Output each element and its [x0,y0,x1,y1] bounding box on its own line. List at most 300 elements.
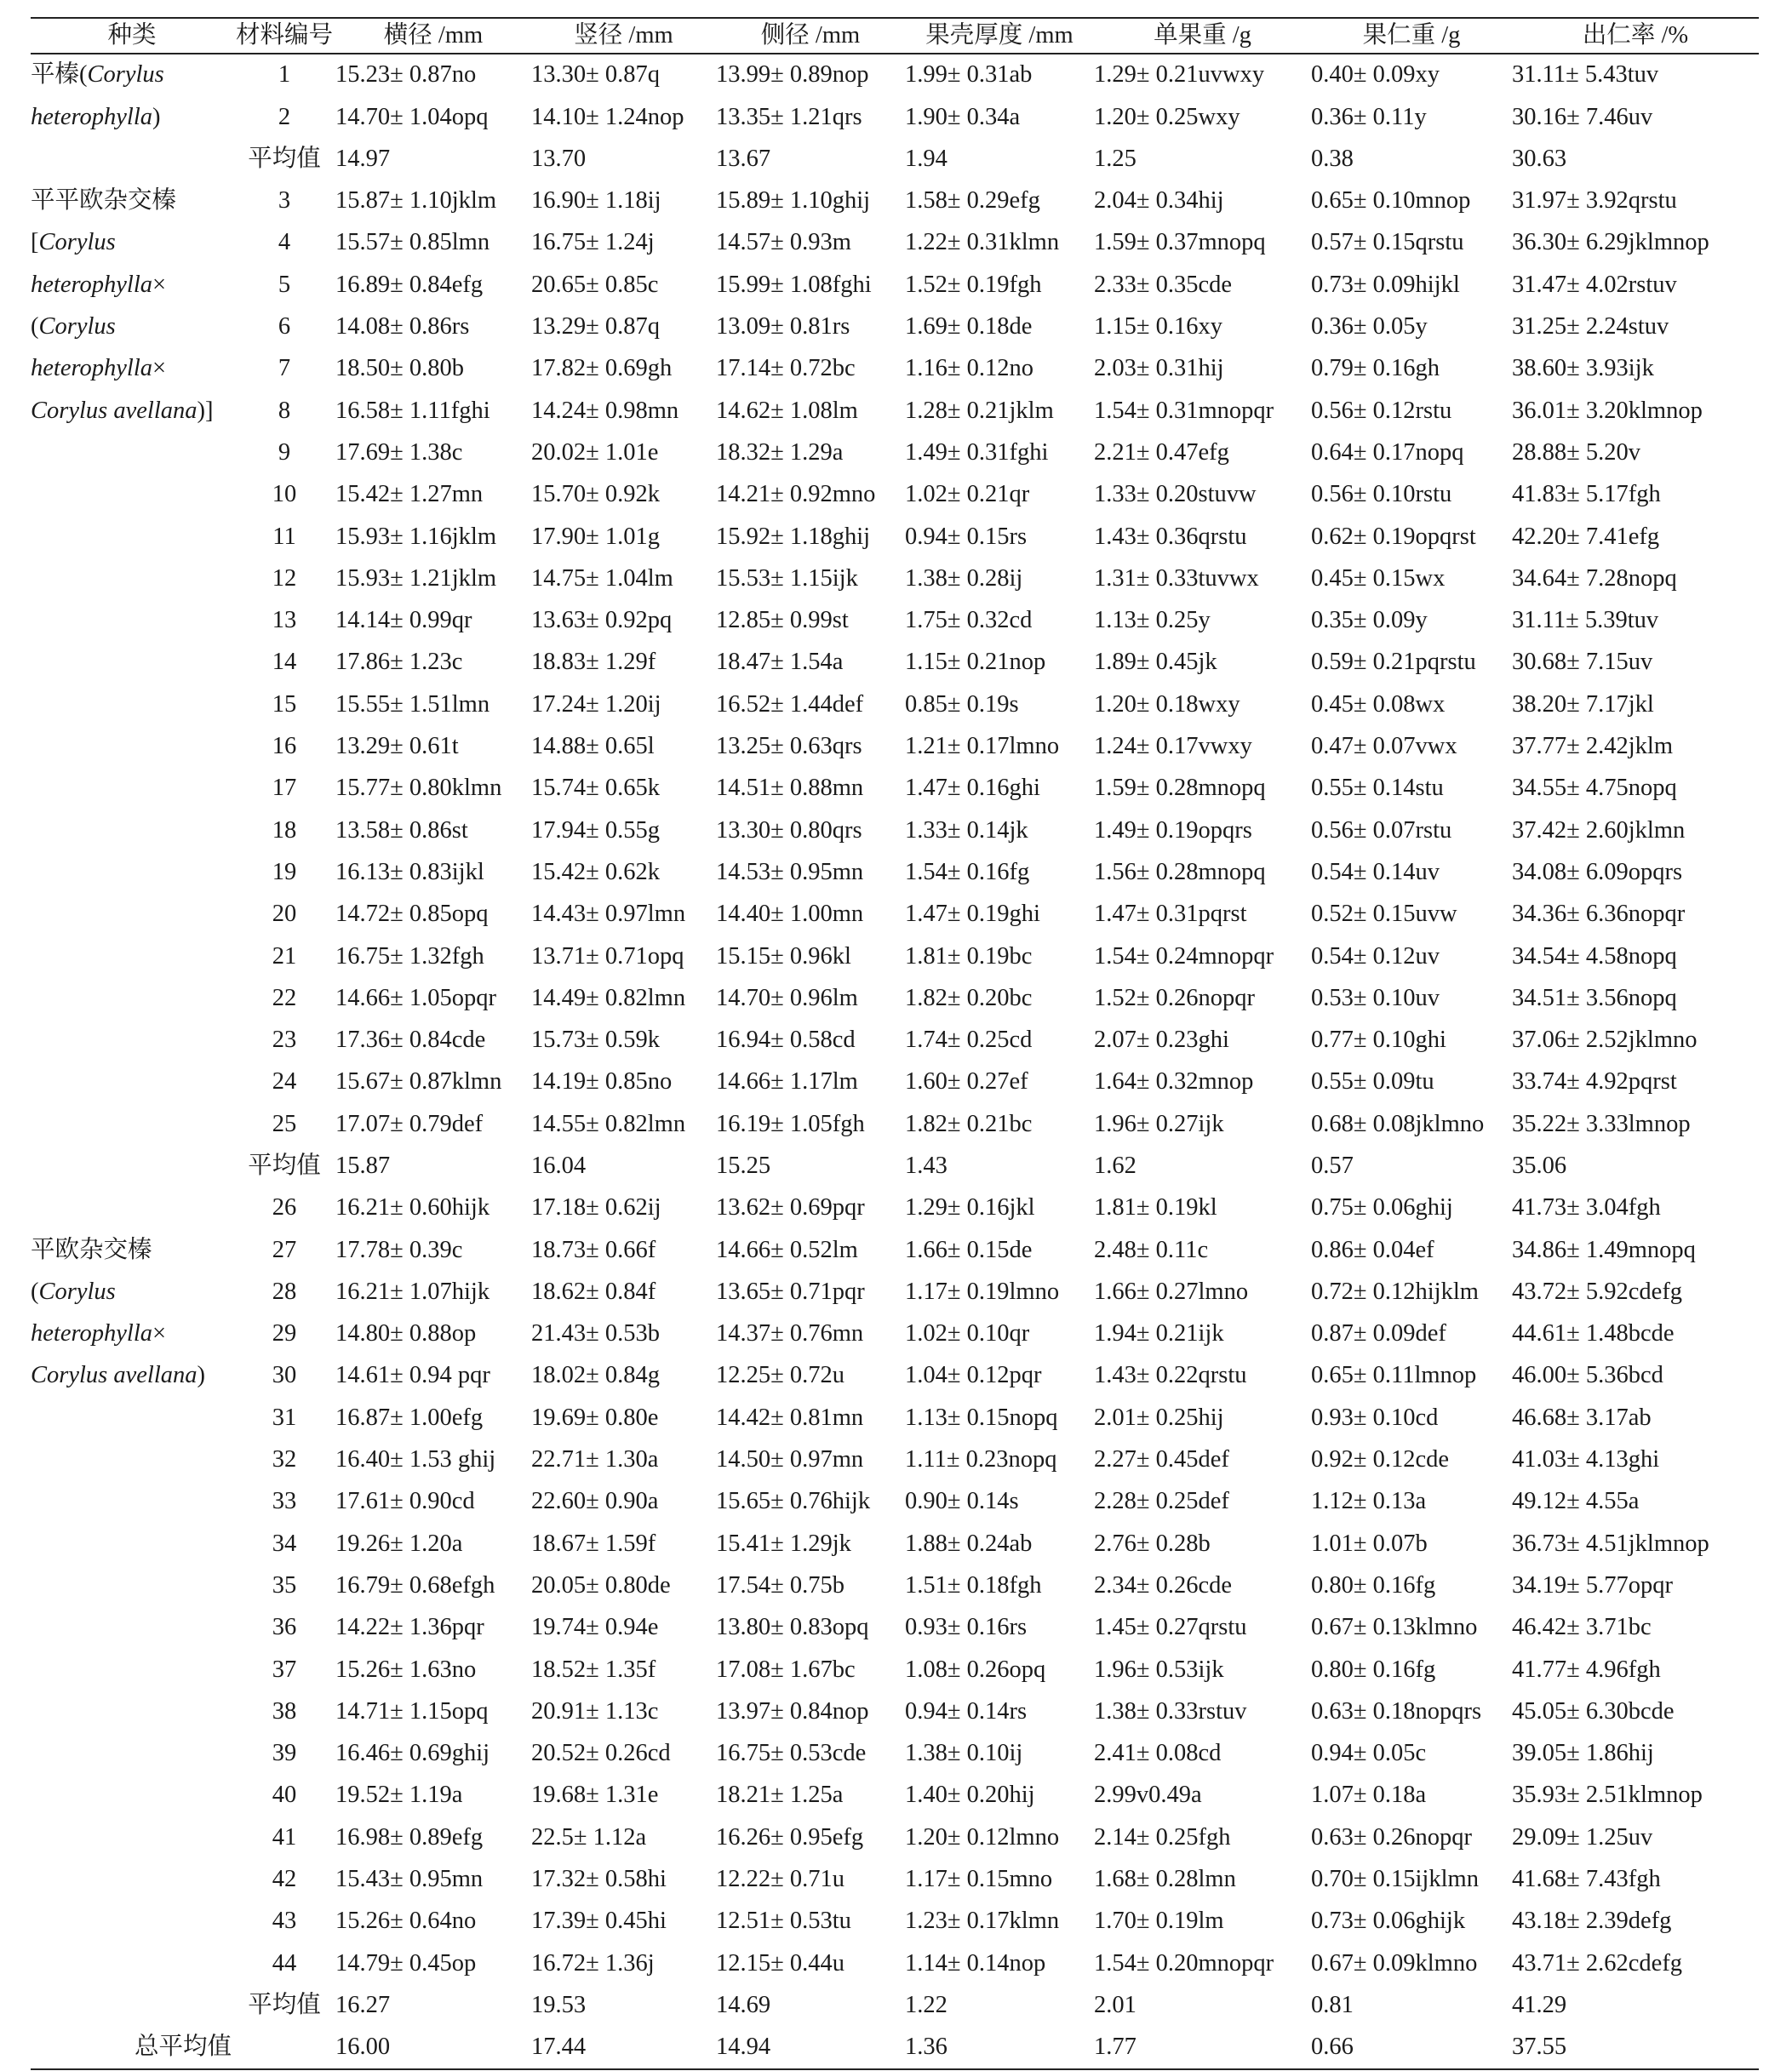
species-label-part: Corylus [38,1278,116,1305]
kernel-weight-value: 0.59± 0.21pqrstu [1311,649,1476,676]
nut-weight-grand-mean: 1.77 [1094,2027,1311,2069]
species-cell [31,1942,233,1984]
transverse-diameter-value: 15.87± 1.10jklm [335,187,497,215]
kernel-rate-value: 34.55± 4.75nopq [1512,775,1677,802]
kernel-rate-value: 34.08± 6.09opqrs [1512,858,1683,885]
lateral-diameter-value: 16.19± 1.05fgh [716,1110,865,1137]
longitudinal-diameter-value: 14.43± 0.97lmn [531,901,686,928]
transverse-diameter-value: 15.26± 1.63no [335,1656,477,1683]
transverse-diameter-value: 16.58± 1.11fghi [335,397,490,424]
header-longitudinal-diameter: 竖径 /mm [531,18,716,54]
longitudinal-diameter-value: 16.90± 1.18ij [531,187,661,215]
lateral-diameter-value: 13.35± 1.21qrs [716,103,862,130]
kernel-rate-value: 31.97± 3.92qrstu [1512,187,1677,215]
lateral-diameter-value: 14.37± 0.76mn [716,1320,864,1347]
kernel-weight-value: 0.70± 0.15ijklmn [1311,1866,1479,1893]
material-number: 11 [272,523,296,550]
material-number: 8 [278,397,291,424]
table-row [31,1565,1759,1607]
lateral-diameter-value: 15.92± 1.18ghij [716,523,871,550]
kernel-rate-value: 28.88± 5.20v [1512,438,1641,466]
transverse-diameter-value: 16.27 [335,1991,391,2018]
table-row [31,432,1759,474]
shell-thickness-grand-mean: 1.36 [905,2027,1094,2069]
material-number: 4 [278,229,291,256]
header-row [31,18,1759,54]
mean-row [31,1985,1759,2027]
lateral-diameter-value: 14.21± 0.92mno [716,481,876,508]
transverse-diameter-value: 14.80± 0.88op [335,1320,477,1347]
lateral-diameter-value: 15.89± 1.10ghij [716,187,871,215]
transverse-diameter-value: 13.58± 0.86st [335,816,468,844]
longitudinal-diameter-value: 15.73± 0.59k [531,1027,661,1054]
species-cell [31,1481,233,1523]
header-kernel-rate: 出仁率 /% [1512,18,1759,54]
species-cell [31,1272,233,1313]
nut-weight-value: 1.13± 0.25y [1094,607,1211,634]
lateral-diameter-value: 13.62± 0.69pqr [716,1194,865,1221]
grand-mean-label: 总平均值 [31,2027,335,2069]
material-number: 35 [272,1571,297,1599]
nut-weight-value: 1.54± 0.24mnopqr [1094,942,1274,970]
longitudinal-diameter-value: 14.88± 0.65l [531,733,655,760]
species-cell [31,348,233,390]
nut-weight-value: 2.01± 0.25hij [1094,1404,1224,1431]
nut-weight-value: 1.68± 0.28lmn [1094,1866,1236,1893]
table-row [31,306,1759,348]
material-number: 25 [272,1110,297,1137]
material-number: 19 [272,858,297,885]
shell-thickness-value: 1.33± 0.14jk [905,816,1028,844]
kernel-rate-value: 31.47± 4.02rstuv [1512,271,1677,298]
species-cell [31,600,233,642]
table-row [31,1649,1759,1691]
species-label-part: heterophylla [31,355,152,382]
lateral-diameter-value: 14.62± 1.08lm [716,397,858,424]
species-label-part: [ [31,229,39,256]
material-number: 34 [272,1530,297,1557]
kernel-weight-value: 0.67± 0.13klmno [1311,1614,1478,1641]
shell-thickness-value: 1.02± 0.21qr [905,481,1030,508]
lateral-diameter-value: 16.26± 0.95efg [716,1823,864,1851]
species-cell [31,1146,233,1187]
kernel-weight-value: 0.86± 0.04ef [1311,1236,1434,1263]
nut-weight-value: 2.76± 0.28b [1094,1530,1211,1557]
nut-weight-value: 1.49± 0.19opqrs [1094,816,1252,844]
nut-weight-value: 1.96± 0.53ijk [1094,1656,1224,1683]
longitudinal-diameter-value: 22.71± 1.30a [531,1446,659,1473]
longitudinal-diameter-value: 17.82± 0.69gh [531,355,673,382]
nut-weight-value: 1.59± 0.28mnopq [1094,775,1266,802]
shell-thickness-value: 1.04± 0.12pqr [905,1362,1042,1389]
species-cell [31,1103,233,1145]
header-transverse-diameter: 横径 /mm [335,18,531,54]
longitudinal-diameter-value: 15.42± 0.62k [531,858,661,885]
longitudinal-diameter-value: 14.75± 1.04lm [531,564,673,592]
shell-thickness-value: 1.14± 0.14nop [905,1949,1046,1977]
kernel-weight-value: 0.57 [1311,1152,1354,1179]
species-label-part: heterophylla [31,1320,152,1347]
lateral-diameter-value: 15.41± 1.29jk [716,1530,851,1557]
kernel-rate-grand-mean: 37.55 [1512,2027,1759,2069]
material-number: 27 [272,1236,297,1263]
species-cell [31,1985,233,2027]
species-cell [31,1859,233,1901]
shell-thickness-value: 1.16± 0.12no [905,355,1034,382]
nut-weight-value: 2.41± 0.08cd [1094,1740,1222,1767]
transverse-diameter-value: 16.21± 1.07hijk [335,1278,490,1305]
kernel-weight-value: 0.35± 0.09y [1311,607,1428,634]
mean-row [31,1146,1759,1187]
species-cell [31,306,233,348]
nut-weight-value: 2.03± 0.31hij [1094,355,1224,382]
shell-thickness-value: 1.52± 0.19fgh [905,271,1042,298]
longitudinal-diameter-value: 17.94± 0.55g [531,816,661,844]
transverse-diameter-value: 17.78± 0.39c [335,1236,463,1263]
longitudinal-diameter-value: 18.52± 1.35f [531,1656,656,1683]
longitudinal-diameter-value: 17.39± 0.45hi [531,1908,667,1935]
header-species: 种类 [31,18,233,54]
table-row [31,600,1759,642]
kernel-weight-value: 0.73± 0.06ghijk [1311,1908,1466,1935]
kernel-rate-value: 34.64± 7.28nopq [1512,564,1677,592]
shell-thickness-value: 1.58± 0.29efg [905,187,1040,215]
species-label-part: ( [31,1278,39,1305]
species-label-part: Corylus [38,313,116,340]
transverse-diameter-value: 15.55± 1.51lmn [335,690,490,718]
material-number: 44 [272,1949,297,1977]
table-row [31,1691,1759,1733]
material-number: 39 [272,1740,297,1767]
lateral-diameter-value: 17.54± 0.75b [716,1571,845,1599]
material-number: 10 [272,481,297,508]
transverse-diameter-value: 15.23± 0.87no [335,61,477,89]
table-row [31,810,1759,851]
material-number: 18 [272,816,297,844]
material-number: 14 [272,649,297,676]
species-cell [31,264,233,306]
species-cell [31,1229,233,1271]
species-label-part: ) [152,103,161,130]
kernel-rate-value: 34.36± 6.36nopqr [1512,901,1686,928]
material-number: 26 [272,1194,297,1221]
lateral-diameter-value: 14.66± 1.17lm [716,1068,858,1096]
table-row [31,54,1759,96]
table-row [31,1733,1759,1775]
kernel-rate-value: 46.68± 3.17ab [1512,1404,1652,1431]
nut-weight-value: 1.94± 0.21ijk [1094,1320,1224,1347]
species-cell [31,1775,233,1816]
kernel-weight-value: 0.56± 0.12rstu [1311,397,1452,424]
transverse-diameter-value: 14.71± 1.15opq [335,1697,489,1725]
transverse-diameter-value: 18.50± 0.80b [335,355,465,382]
transverse-diameter-value: 14.14± 0.99qr [335,607,472,634]
material-number: 20 [272,901,297,928]
species-label-part: )] [197,397,214,424]
kernel-weight-value: 0.36± 0.05y [1311,313,1428,340]
lateral-diameter-value: 14.53± 0.95mn [716,858,864,885]
nut-weight-value: 2.34± 0.26cde [1094,1571,1233,1599]
transverse-diameter-value: 14.66± 1.05opqr [335,984,497,1011]
kernel-rate-value: 38.60± 3.93ijk [1512,355,1654,382]
kernel-rate-value: 31.25± 2.24stuv [1512,313,1669,340]
nut-weight-value: 1.45± 0.27qrstu [1094,1614,1247,1641]
table-row [31,642,1759,684]
nut-weight-value: 1.20± 0.25wxy [1094,103,1240,130]
nut-weight-value: 1.66± 0.27lmno [1094,1278,1249,1305]
kernel-weight-value: 0.65± 0.11lmnop [1311,1362,1477,1389]
lateral-diameter-value: 18.47± 1.54a [716,649,844,676]
nut-weight-value: 1.64± 0.32mnop [1094,1068,1254,1096]
nut-weight-value: 2.27± 0.45def [1094,1446,1229,1473]
transverse-diameter-value: 14.08± 0.86rs [335,313,470,340]
transverse-diameter-value: 15.93± 1.16jklm [335,523,497,550]
species-label-part: heterophylla [31,103,152,130]
material-number: 1 [278,61,291,89]
kernel-rate-value: 35.93± 2.51klmnop [1512,1782,1703,1809]
table-row [31,390,1759,432]
species-label-part: Corylus avellana [31,1362,198,1389]
kernel-weight-value: 0.54± 0.12uv [1311,942,1440,970]
species-cell [31,1649,233,1691]
material-number: 43 [272,1908,297,1935]
longitudinal-diameter-value: 13.63± 0.92pq [531,607,673,634]
species-label-part: heterophylla [31,271,152,298]
species-cell [31,852,233,894]
longitudinal-diameter-value: 14.49± 0.82lmn [531,984,686,1011]
kernel-rate-value: 43.18± 2.39defg [1512,1908,1672,1935]
longitudinal-diameter-value: 20.02± 1.01e [531,438,659,466]
material-number: 13 [272,607,297,634]
nut-weight-value: 1.89± 0.45jk [1094,649,1217,676]
transverse-diameter-value: 16.13± 0.83ijkl [335,858,484,885]
lateral-diameter-value: 14.70± 0.96lm [716,984,858,1011]
shell-thickness-value: 1.20± 0.12lmno [905,1823,1060,1851]
kernel-weight-value: 0.73± 0.09hijkl [1311,271,1460,298]
species-label-part: Corylus [87,61,164,89]
kernel-weight-value: 0.57± 0.15qrstu [1311,229,1464,256]
transverse-diameter-value: 16.21± 0.60hijk [335,1194,490,1221]
shell-thickness-value: 1.99± 0.31ab [905,61,1033,89]
nut-weight-value: 2.14± 0.25fgh [1094,1823,1231,1851]
kernel-rate-value: 41.83± 5.17fgh [1512,481,1661,508]
nut-weight-value: 1.38± 0.33rstuv [1094,1697,1247,1725]
longitudinal-diameter-value: 20.52± 0.26cd [531,1740,671,1767]
kernel-weight-value: 0.68± 0.08jklmno [1311,1110,1485,1137]
kernel-rate-value: 31.11± 5.39tuv [1512,607,1659,634]
shell-thickness-value: 0.94± 0.15rs [905,523,1028,550]
material-number: 28 [272,1278,297,1305]
material-number: 29 [272,1320,297,1347]
transverse-diameter-value: 16.46± 0.69ghij [335,1740,490,1767]
nut-weight-value: 1.33± 0.20stuvw [1094,481,1257,508]
kernel-weight-value: 0.92± 0.12cde [1311,1446,1450,1473]
longitudinal-diameter-value: 14.10± 1.24nop [531,103,684,130]
header-shell-thickness: 果壳厚度 /mm [905,18,1094,54]
kernel-rate-value: 36.01± 3.20klmnop [1512,397,1703,424]
mean-label: 平均值 [248,1991,321,2018]
shell-thickness-value: 1.11± 0.23nopq [905,1446,1057,1473]
nut-weight-value: 1.52± 0.26nopqr [1094,984,1256,1011]
kernel-rate-value: 36.30± 6.29jklmnop [1512,229,1709,256]
material-number: 21 [272,942,297,970]
lateral-diameter-value: 17.08± 1.67bc [716,1656,856,1683]
kernel-rate-value: 30.63 [1512,145,1567,172]
table-row [31,1439,1759,1481]
table-row [31,1775,1759,1816]
lateral-diameter-value: 18.21± 1.25a [716,1782,844,1809]
lateral-diameter-value: 12.25± 0.72u [716,1362,845,1389]
lateral-diameter-value: 12.85± 0.99st [716,607,849,634]
species-cell [31,894,233,935]
shell-thickness-value: 1.08± 0.26opq [905,1656,1046,1683]
nut-weight-value: 2.07± 0.23ghi [1094,1027,1229,1054]
transverse-diameter-value: 15.42± 1.27mn [335,481,484,508]
table-row [31,180,1759,222]
kernel-weight-value: 0.45± 0.08wx [1311,690,1446,718]
shell-thickness-value: 1.94 [905,145,948,172]
species-cell [31,642,233,684]
material-number: 37 [272,1656,297,1683]
transverse-diameter-value: 14.97 [335,145,391,172]
lateral-diameter-value: 17.14± 0.72bc [716,355,856,382]
material-number: 40 [272,1782,297,1809]
transverse-diameter-value: 15.93± 1.21jklm [335,564,497,592]
kernel-rate-value: 30.68± 7.15uv [1512,649,1653,676]
kernel-rate-value: 44.61± 1.48bcde [1512,1320,1675,1347]
shell-thickness-value: 1.40± 0.20hij [905,1782,1035,1809]
table-row [31,348,1759,390]
table-body [31,54,1759,2069]
material-number: 16 [272,733,297,760]
nut-weight-value: 1.15± 0.16xy [1094,313,1223,340]
species-cell [31,768,233,810]
kernel-rate-value: 41.77± 4.96fgh [1512,1656,1661,1683]
species-cell [31,54,233,96]
species-cell [31,1187,233,1229]
nut-weight-value: 1.43± 0.36qrstu [1094,523,1247,550]
nut-weight-value: 1.56± 0.28mnopq [1094,858,1266,885]
nut-weight-value: 1.29± 0.21uvwxy [1094,61,1265,89]
nut-weight-value: 1.96± 0.27ijk [1094,1110,1224,1137]
species-label-part: 平欧杂交榛 [31,1236,152,1263]
kernel-rate-value: 43.72± 5.92cdefg [1512,1278,1683,1305]
mean-row [31,139,1759,180]
kernel-weight-value: 0.79± 0.16gh [1311,355,1440,382]
shell-thickness-value: 1.88± 0.24ab [905,1530,1033,1557]
kernel-weight-value: 0.55± 0.14stu [1311,775,1444,802]
table-row [31,1901,1759,1942]
mean-label: 平均值 [248,145,321,172]
nut-weight-value: 2.48± 0.11c [1094,1236,1209,1263]
lateral-diameter-value: 12.15± 0.44u [716,1949,845,1977]
kernel-weight-value: 0.77± 0.10ghi [1311,1027,1446,1054]
lateral-diameter-value: 13.25± 0.63qrs [716,733,862,760]
material-number: 17 [272,775,297,802]
longitudinal-diameter-value: 21.43± 0.53b [531,1320,661,1347]
table-row [31,1020,1759,1061]
kernel-weight-value: 0.55± 0.09tu [1311,1068,1434,1096]
shell-thickness-value: 1.23± 0.17klmn [905,1908,1060,1935]
transverse-diameter-value: 16.75± 1.32fgh [335,942,484,970]
nut-weight-value: 2.04± 0.34hij [1094,187,1224,215]
transverse-diameter-value: 13.29± 0.61t [335,733,459,760]
longitudinal-diameter-value: 18.83± 1.29f [531,649,656,676]
shell-thickness-value: 1.69± 0.18de [905,313,1033,340]
lateral-diameter-value: 12.22± 0.71u [716,1866,845,1893]
material-number: 24 [272,1068,297,1096]
longitudinal-diameter-value: 13.70 [531,145,587,172]
table-row [31,558,1759,600]
transverse-diameter-value: 14.22± 1.36pqr [335,1614,484,1641]
species-cell [31,139,233,180]
shell-thickness-value: 1.22± 0.31klmn [905,229,1060,256]
species-cell [31,558,233,600]
kernel-rate-value: 35.22± 3.33lmnop [1512,1110,1691,1137]
shell-thickness-value: 1.47± 0.19ghi [905,901,1040,928]
shell-thickness-value: 1.15± 0.21nop [905,649,1046,676]
material-number: 5 [278,271,291,298]
kernel-rate-value: 31.11± 5.43tuv [1512,61,1659,89]
kernel-rate-value: 37.06± 2.52jklmno [1512,1027,1698,1054]
table-row [31,1355,1759,1397]
kernel-weight-value: 0.64± 0.17nopq [1311,438,1464,466]
species-cell [31,1523,233,1565]
table-row [31,978,1759,1020]
nut-weight-value: 2.99v0.49a [1094,1782,1202,1809]
species-cell [31,96,233,138]
kernel-rate-value: 42.20± 7.41efg [1512,523,1660,550]
species-cell [31,684,233,725]
lateral-diameter-grand-mean: 14.94 [716,2027,905,2069]
shell-thickness-value: 0.85± 0.19s [905,690,1019,718]
longitudinal-diameter-value: 14.19± 0.85no [531,1068,673,1096]
kernel-weight-value: 0.56± 0.10rstu [1311,481,1452,508]
longitudinal-diameter-value: 13.71± 0.71opq [531,942,684,970]
transverse-diameter-value: 17.07± 0.79def [335,1110,484,1137]
species-label-part: × [152,1320,167,1347]
grand-mean-row [31,2027,1759,2069]
lateral-diameter-value: 16.52± 1.44def [716,690,864,718]
lateral-diameter-value: 13.67 [716,145,771,172]
species-cell [31,222,233,264]
kernel-weight-value: 0.56± 0.07rstu [1311,816,1452,844]
lateral-diameter-value: 14.51± 0.88mn [716,775,864,802]
material-number: 42 [272,1866,297,1893]
table-row [31,1481,1759,1523]
kernel-weight-value: 0.81 [1311,1991,1354,2018]
table-row [31,516,1759,558]
species-cell [31,810,233,851]
kernel-rate-value: 37.77± 2.42jklm [1512,733,1674,760]
material-number: 15 [272,690,297,718]
kernel-weight-value: 1.12± 0.13a [1311,1488,1427,1515]
shell-thickness-value: 1.22 [905,1991,948,2018]
longitudinal-diameter-value: 14.24± 0.98mn [531,397,679,424]
kernel-weight-value: 0.36± 0.11y [1311,103,1427,130]
material-number: 2 [278,103,291,130]
table-row [31,1187,1759,1229]
longitudinal-diameter-value: 20.65± 0.85c [531,271,659,298]
transverse-diameter-value: 16.40± 1.53 ghij [335,1446,496,1473]
material-number: 38 [272,1697,297,1725]
longitudinal-diameter-value: 13.30± 0.87q [531,61,661,89]
species-label-part: 平榛( [31,61,88,89]
species-label-part: × [152,271,167,298]
transverse-diameter-value: 14.61± 0.94 pqr [335,1362,490,1389]
longitudinal-diameter-value: 19.74± 0.94e [531,1614,659,1641]
transverse-diameter-value: 15.43± 0.95mn [335,1866,484,1893]
